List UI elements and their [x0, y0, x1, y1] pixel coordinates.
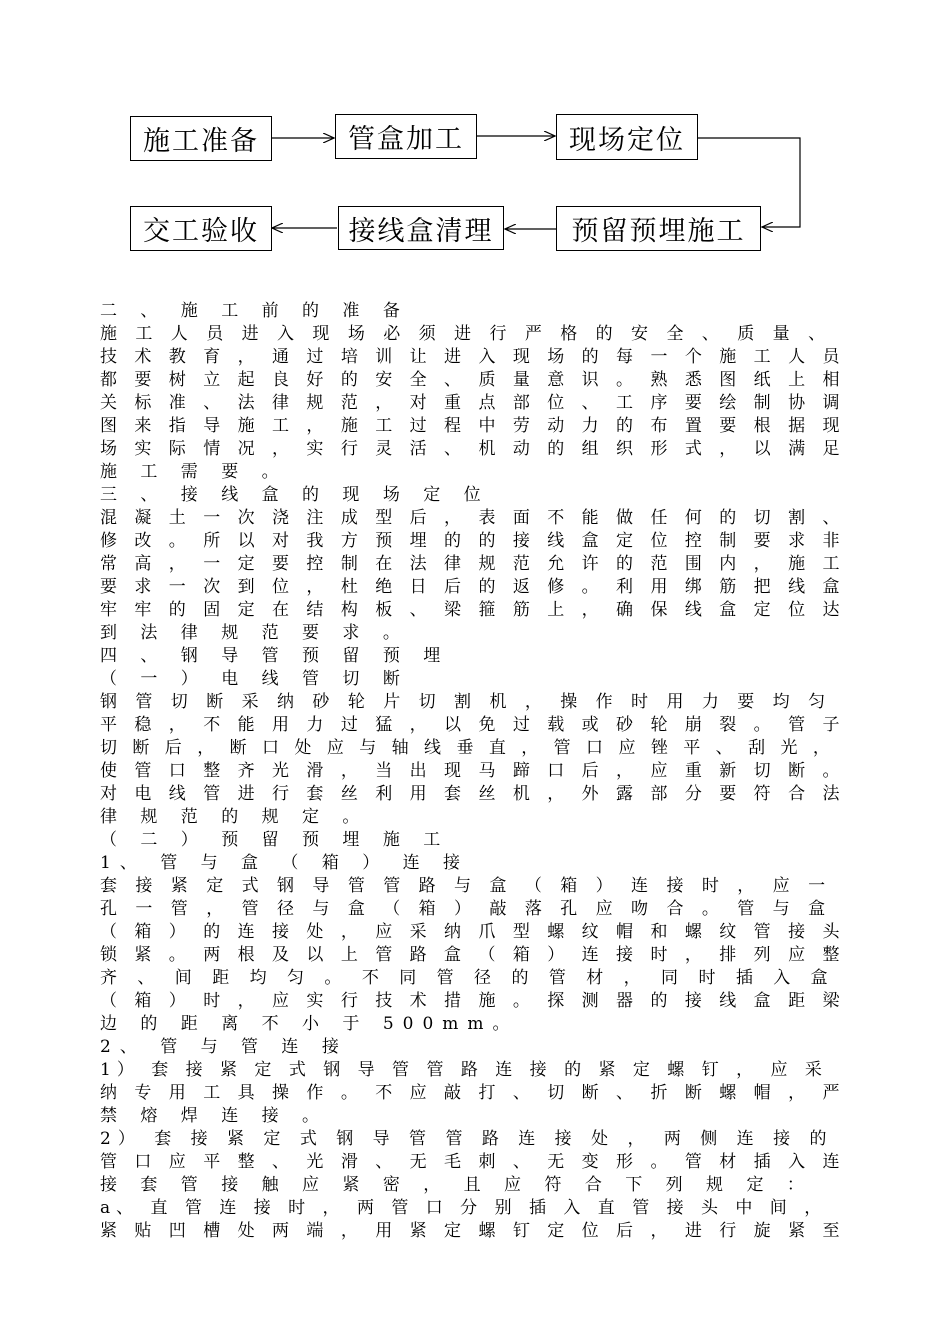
text-line: 场 实 际 情 况 ， 实 行 灵 活 、 机 动 的 组 织 形 式 ， 以 满 足	[100, 439, 846, 459]
text-line: 技 术 教 育 ， 通 过 培 训 让 进 入 现 场 的 每 一 个 施 工 人 员	[100, 347, 846, 367]
text-line: 关 标 准 、 法 律 规 范 ， 对 重 点 部 位 、 工 序 要 绘 制 协 调	[100, 393, 846, 413]
text-line: 对 电 线 管 进 行 套 丝 利 用 套 丝 机 ， 外 露 部 分 要 符 合 法	[100, 784, 846, 804]
flow-box-box-processing: 管盒加工	[335, 114, 477, 159]
text-line: （ 一 ） 电 线 管 切 断	[100, 669, 409, 689]
text-line: 接 套 管 接 触 应 紧 密 ， 且 应 符 合 下 列 规 定 ：	[100, 1175, 813, 1195]
text-line: 图 来 指 导 施 工 ， 施 工 过 程 中 劳 动 力 的 布 置 要 根 据 现	[100, 416, 846, 436]
text-line: 混 凝 土 一 次 浇 注 成 型 后 ， 表 面 不 能 做 任 何 的 切 割 、	[100, 508, 846, 528]
flow-box-junction-box-cleaning: 接线盒清理	[338, 206, 504, 250]
text-line: 都 要 树 立 起 良 好 的 安 全 、 质 量 意 识 。 熟 悉 图 纸 上 相	[100, 370, 846, 390]
flow-box-handover-acceptance: 交工验收	[130, 206, 272, 251]
body-text	[100, 300, 846, 1243]
text-line: 管 口 应 平 整 、 光 滑 、 无 毛 刺 、 无 变 形 。 管 材 插 入 连	[100, 1152, 846, 1172]
text-line: 锁 紧 。 两 根 及 以 上 管 路 盒 （ 箱 ） 连 接 时 ， 排 列 应 整	[100, 945, 846, 965]
text-line: 二 、 施 工 前 的 准 备	[100, 301, 409, 321]
text-line: 套 接 紧 定 式 钢 导 管 管 路 与 盒 （ 箱 ） 连 接 时 ， 应 一	[100, 876, 832, 896]
flow-box-site-positioning: 现场定位	[556, 114, 698, 160]
text-line: 牢 牢 的 固 定 在 结 构 板 、 梁 箍 筋 上 ， 确 保 线 盒 定 位 达	[100, 600, 846, 620]
process-flowchart	[0, 0, 950, 270]
text-line: 禁 熔 焊 连 接 。	[100, 1106, 329, 1126]
text-line: 使 管 口 整 齐 光 滑 ， 当 出 现 马 蹄 口 后 ， 应 重 新 切 断 。	[100, 761, 846, 781]
text-line: 四 、 钢 导 管 预 留 预 埋	[100, 646, 450, 666]
text-line: 常 高 ， 一 定 要 控 制 在 法 律 规 范 允 许 的 范 围 内 ， 施 工	[100, 554, 846, 574]
text-line: 要 求 一 次 到 位 ， 杜 绝 日 后 的 返 修 。 利 用 绑 筋 把 线 盒	[100, 577, 846, 597]
text-line: 2） 套 接 紧 定 式 钢 导 管 管 路 连 接 处 ， 两 侧 连 接 的	[100, 1129, 834, 1149]
flow-box-construction-prep: 施工准备	[130, 116, 272, 161]
text-line: （ 箱 ） 时 ， 应 实 行 技 术 措 施 。 探 测 器 的 接 线 盒 距 梁	[100, 991, 846, 1011]
text-line: a、 直 管 连 接 时 ， 两 管 口 分 别 插 入 直 管 接 头 中 间 ，	[100, 1198, 828, 1218]
text-line: 到 法 律 规 范 要 求 。	[100, 623, 409, 643]
flow-box-reserved-embedding: 预留预埋施工	[556, 206, 761, 251]
text-line: 2、 管 与 管 连 接	[100, 1037, 348, 1057]
text-line: 1、 管 与 盒 （ 箱 ） 连 接	[100, 853, 470, 873]
text-line: 平 稳 ， 不 能 用 力 过 猛 ， 以 免 过 载 或 砂 轮 崩 裂 。 管 子	[100, 715, 846, 735]
text-line: 修 改 。 所 以 对 我 方 预 埋 的 的 接 线 盒 定 位 控 制 要 求 非	[100, 531, 846, 551]
text-line: 边 的 距 离 不 小 于 500mm。	[100, 1014, 519, 1034]
text-line: 三 、 接 线 盒 的 现 场 定 位	[100, 485, 490, 505]
text-line: 齐 、 间 距 均 匀 。 不 同 管 径 的 管 材 ， 同 时 插 入 盒	[100, 968, 836, 988]
text-line: 纳 专 用 工 具 操 作 。 不 应 敲 打 、 切 断 、 折 断 螺 帽 ， 严	[100, 1083, 846, 1103]
text-line: 紧 贴 凹 槽 处 两 端 ， 用 紧 定 螺 钉 定 位 后 ， 进 行 旋 紧 至	[100, 1221, 846, 1241]
text-line: （ 二 ） 预 留 预 埋 施 工	[100, 830, 450, 850]
text-line: 1） 套 接 紧 定 式 钢 导 管 管 路 连 接 的 紧 定 螺 钉 ， 应 采	[100, 1060, 828, 1080]
text-line: 切 断 后 ， 断 口 处 应 与 轴 线 垂 直 ， 管 口 应 锉 平 、 刮 光 ，	[100, 738, 835, 758]
text-line: 施 工 需 要 。	[100, 462, 288, 482]
text-line: 律 规 范 的 规 定 。	[100, 807, 369, 827]
text-line: 孔 一 管 ， 管 径 与 盒 （ 箱 ） 敲 落 孔 应 吻 合 。 管 与 盒	[100, 899, 832, 919]
text-line: 钢 管 切 断 采 纳 砂 轮 片 切 割 机 ， 操 作 时 用 力 要 均 匀	[100, 692, 832, 712]
text-line: （ 箱 ） 的 连 接 处 ， 应 采 纳 爪 型 螺 纹 帽 和 螺 纹 管 接 头	[100, 922, 846, 942]
text-line: 施 工 人 员 进 入 现 场 必 须 进 行 严 格 的 安 全 、 质 量 、	[100, 324, 832, 344]
